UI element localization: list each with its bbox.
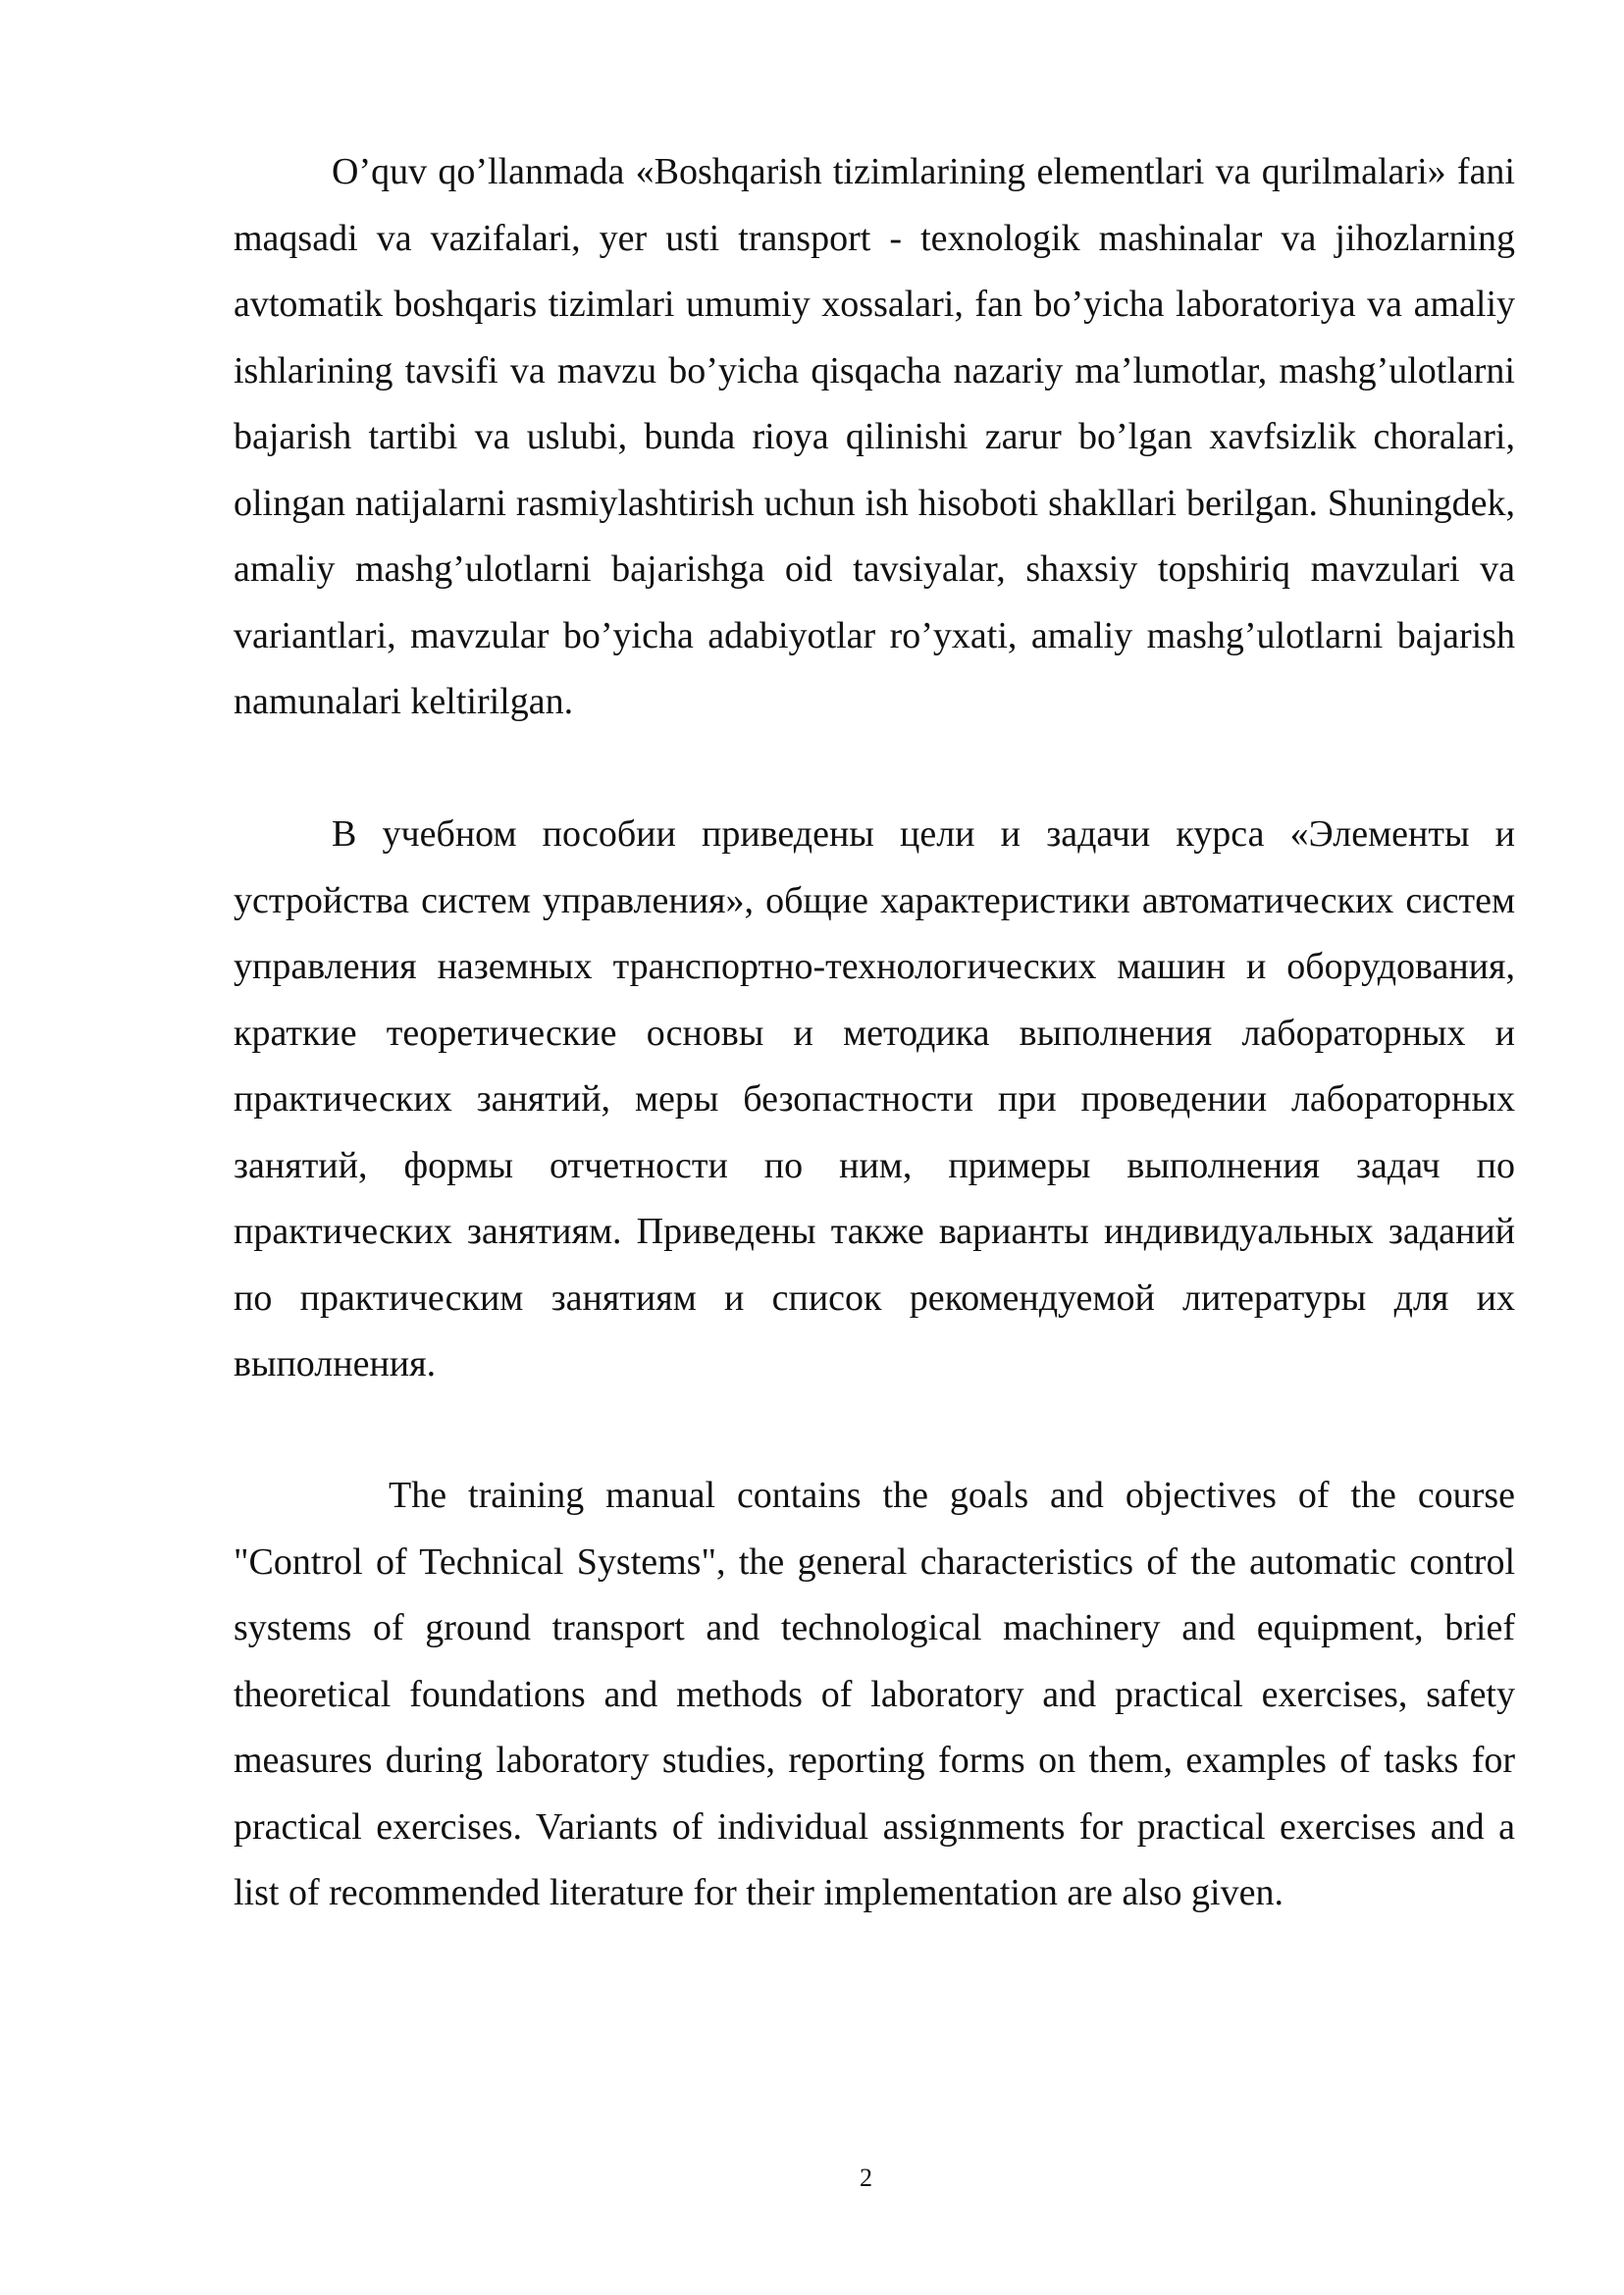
abstract-russian-paragraph: В учебном пособии приведены цели и задачи курса «Элементы и устройства систем управления», общие характеристики автоматических систем управления наземных транспортно-технологических машин и оборудования, краткие теоретические основы и методика выполнения лабораторных и практических занятий, меры безопастности при проведении лабораторных занятий, формы отчетности по ним, примеры выполнения задач по практических занятиям. Приведены также варианты индивидуальных заданий по практическим занятиям и список рекомендуемой литературы для их выполнения. xyxy=(234,813,1515,1384)
abstract-uzbek-paragraph: O’quv qo’llanmada «Boshqarish tizimlarining elementlari va qurilmalari» fani maqsadi va vazifalari, yer usti transport - texnologik mashinalar va jihozlarning avtomatik boshqaris tizimlari umumiy xossalari, fan bo’yicha laboratoriya va amaliy ishlarining tavsifi va mavzu bo’yicha qisqacha nazariy ma’lumotlar, mashg’ulotlarni bajarish tartibi va uslubi, bunda rioya qilinishi zarur bo’lgan xavfsizlik choralari, olingan natijalarni rasmiylashtirish uchun ish hisoboti shakllari berilgan. Shuningdek, amaliy mashg’ulotlarni bajarishga oid tavsiyalar, shaxsiy topshiriq mavzulari va variantlari, mavzular bo’yicha adabiyotlar ro’yxati, amaliy mashg’ulotlarni bajarish namunalari keltirilgan. xyxy=(234,151,1515,722)
abstract-english-paragraph: The training manual contains the goals and objectives of the course "Control of Technical Systems", the general characteristics of the automatic control systems of ground transport and technological machinery and equipment, brief theoretical foundations and methods of laboratory and practical exercises, safety measures during laboratory studies, reporting forms on them, examples of tasks for practical exercises. Variants of individual assignments for practical exercises and a list of recommended literature for their implementation are also given. xyxy=(234,1475,1515,1913)
page-number: 2 xyxy=(860,2164,872,2192)
